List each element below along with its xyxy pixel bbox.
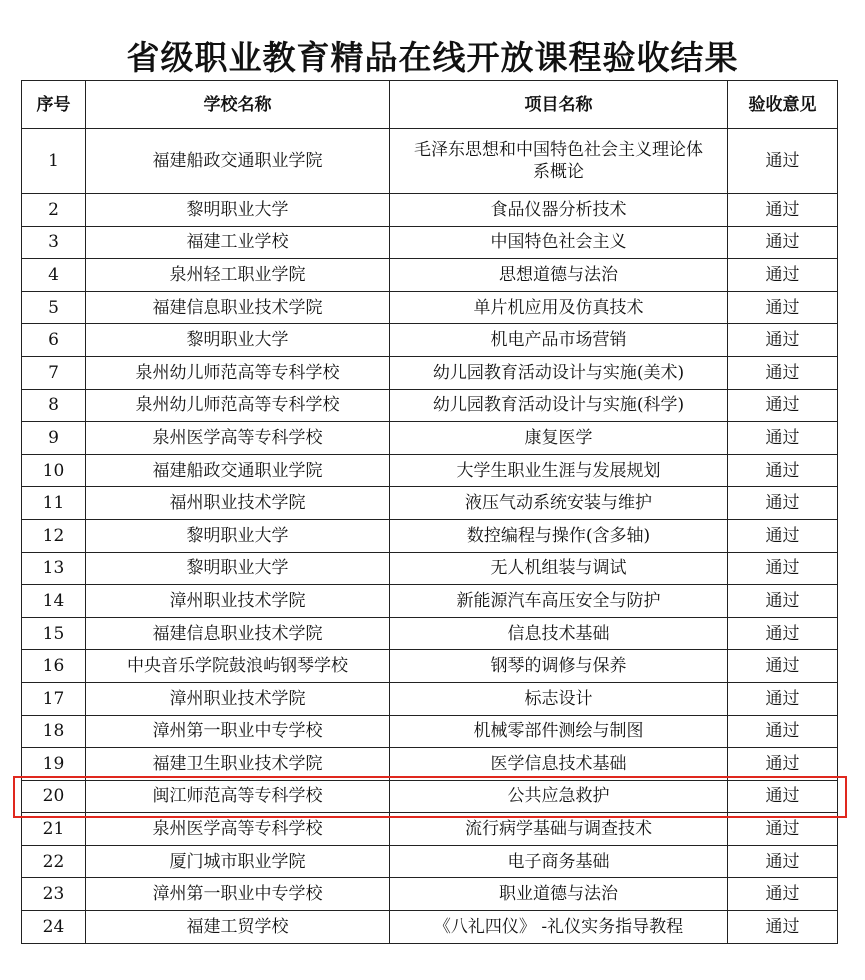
row-seq: 8 (22, 389, 86, 422)
table-row (22, 226, 838, 259)
row-project-text: 无人机组装与调试 (490, 558, 627, 579)
row-seq: 19 (22, 748, 86, 781)
row-school: 福州职业技术学院 (86, 487, 390, 520)
row-result: 通过 (728, 291, 838, 324)
row-result: 通过 (728, 454, 838, 487)
row-project-text: 电子商务基础 (507, 851, 610, 872)
row-seq: 2 (22, 194, 86, 227)
row-seq: 10 (22, 454, 86, 487)
row-school: 闽江师范高等专科学校 (86, 780, 390, 813)
row-project (390, 585, 728, 618)
row-school: 漳州职业技术学院 (86, 585, 390, 618)
row-project-text: 机电产品市场营销 (490, 330, 627, 351)
table-row (22, 748, 838, 781)
row-project (390, 487, 728, 520)
row-seq: 7 (22, 356, 86, 389)
row-project (390, 845, 728, 878)
row-school: 泉州幼儿师范高等专科学校 (86, 389, 390, 422)
row-project (390, 519, 728, 552)
row-result: 通过 (728, 356, 838, 389)
row-project-text: 公共应急救护 (507, 786, 610, 807)
row-school: 泉州医学高等专科学校 (86, 813, 390, 846)
row-project-text: 康复医学 (524, 427, 593, 448)
row-result: 通过 (728, 780, 838, 813)
table-row (22, 129, 838, 194)
table-row (22, 422, 838, 455)
row-project-text: 中国特色社会主义 (490, 232, 627, 253)
row-project (390, 748, 728, 781)
table-row (22, 650, 838, 683)
row-project (390, 129, 728, 194)
row-school: 泉州医学高等专科学校 (86, 422, 390, 455)
row-project (390, 715, 728, 748)
table-row (22, 356, 838, 389)
row-project-text: 数控编程与操作(含多轴) (466, 525, 651, 546)
table-row (22, 552, 838, 585)
table-row (22, 259, 838, 292)
row-result: 通过 (728, 878, 838, 911)
header-project: 项目名称 (390, 81, 728, 129)
row-seq: 4 (22, 259, 86, 292)
table-row (22, 585, 838, 618)
row-seq: 15 (22, 617, 86, 650)
page-title: 省级职业教育精品在线开放课程验收结果 (126, 38, 739, 77)
table-row (22, 878, 838, 911)
row-seq: 5 (22, 291, 86, 324)
row-result: 通过 (728, 617, 838, 650)
row-result: 通过 (728, 324, 838, 357)
table-row (22, 291, 838, 324)
table-row (22, 389, 838, 422)
row-seq: 20 (22, 780, 86, 813)
row-project-text: 钢琴的调修与保养 (490, 656, 627, 677)
table-row (22, 813, 838, 846)
table-row (22, 194, 838, 227)
row-seq: 24 (22, 911, 86, 944)
row-seq: 21 (22, 813, 86, 846)
row-school: 漳州第一职业中专学校 (86, 878, 390, 911)
row-result: 通过 (728, 748, 838, 781)
row-result: 通过 (728, 226, 838, 259)
row-seq: 6 (22, 324, 86, 357)
row-project (390, 259, 728, 292)
row-seq: 16 (22, 650, 86, 683)
row-project (390, 389, 728, 422)
table-body (22, 129, 838, 944)
row-project-text: 大学生职业生涯与发展规划 (456, 460, 661, 481)
table-row (22, 715, 838, 748)
table-row (22, 324, 838, 357)
row-result: 通过 (728, 487, 838, 520)
row-project-text: 职业道德与法治 (499, 884, 618, 905)
row-project-text: 流行病学基础与调查技术 (465, 819, 652, 840)
row-school: 福建工业学校 (86, 226, 390, 259)
row-school: 黎明职业大学 (86, 324, 390, 357)
row-school: 福建信息职业技术学院 (86, 291, 390, 324)
row-school: 泉州幼儿师范高等专科学校 (86, 356, 390, 389)
row-result: 通过 (728, 911, 838, 944)
header-row (22, 81, 838, 129)
row-project (390, 617, 728, 650)
table-row (22, 454, 838, 487)
header-school: 学校名称 (86, 81, 390, 129)
row-project (390, 682, 728, 715)
row-project (390, 911, 728, 944)
row-result: 通过 (728, 845, 838, 878)
row-school: 漳州第一职业中专学校 (86, 715, 390, 748)
row-project (390, 226, 728, 259)
row-project-text: 幼儿园教育活动设计与实施(美术) (432, 362, 685, 383)
row-project-text: 标志设计 (524, 688, 593, 709)
row-seq: 3 (22, 226, 86, 259)
row-school: 福建船政交通职业学院 (86, 129, 390, 194)
row-project-text: 医学信息技术基础 (490, 753, 627, 774)
row-school: 厦门城市职业学院 (86, 845, 390, 878)
row-school: 福建船政交通职业学院 (86, 454, 390, 487)
row-result: 通过 (728, 715, 838, 748)
row-school: 中央音乐学院鼓浪屿钢琴学校 (86, 650, 390, 683)
row-project-text: 幼儿园教育活动设计与实施(科学) (432, 395, 685, 416)
row-seq: 9 (22, 422, 86, 455)
row-school: 黎明职业大学 (86, 552, 390, 585)
row-seq: 23 (22, 878, 86, 911)
row-result: 通过 (728, 585, 838, 618)
row-seq: 13 (22, 552, 86, 585)
row-project-text: 信息技术基础 (507, 623, 610, 644)
row-result: 通过 (728, 552, 838, 585)
row-project-text: 《八礼四仪》 -礼仪实务指导教程 (433, 916, 684, 937)
row-project (390, 194, 728, 227)
row-project (390, 291, 728, 324)
row-project (390, 324, 728, 357)
row-project-text: 液压气动系统安装与维护 (465, 493, 652, 514)
row-seq: 11 (22, 487, 86, 520)
table-row (22, 617, 838, 650)
row-school: 黎明职业大学 (86, 519, 390, 552)
row-result: 通过 (728, 422, 838, 455)
row-school: 泉州轻工职业学院 (86, 259, 390, 292)
row-school: 漳州职业技术学院 (86, 682, 390, 715)
table-row (22, 845, 838, 878)
row-project (390, 650, 728, 683)
row-project (390, 454, 728, 487)
row-seq: 1 (22, 129, 86, 194)
row-project (390, 780, 728, 813)
row-school: 福建工贸学校 (86, 911, 390, 944)
row-seq: 18 (22, 715, 86, 748)
row-project (390, 813, 728, 846)
row-project-text: 食品仪器分析技术 (490, 199, 627, 220)
row-school: 黎明职业大学 (86, 194, 390, 227)
row-result: 通过 (728, 813, 838, 846)
row-project-text: 单片机应用及仿真技术 (473, 297, 644, 318)
row-result: 通过 (728, 519, 838, 552)
row-result: 通过 (728, 650, 838, 683)
row-result: 通过 (728, 259, 838, 292)
row-project (390, 356, 728, 389)
row-project (390, 552, 728, 585)
row-result: 通过 (728, 129, 838, 194)
header-seq: 序号 (22, 81, 86, 129)
row-school: 福建信息职业技术学院 (86, 617, 390, 650)
row-project (390, 422, 728, 455)
row-result: 通过 (728, 194, 838, 227)
row-project-text: 新能源汽车高压安全与防护 (456, 590, 661, 611)
table-row (22, 487, 838, 520)
header-result: 验收意见 (728, 81, 838, 129)
table-row (22, 780, 838, 813)
row-school: 福建卫生职业技术学院 (86, 748, 390, 781)
row-project-text: 机械零部件测绘与制图 (473, 721, 644, 742)
row-result: 通过 (728, 389, 838, 422)
row-result: 通过 (728, 682, 838, 715)
row-seq: 12 (22, 519, 86, 552)
table-row (22, 911, 838, 944)
row-project (390, 878, 728, 911)
row-project-text: 思想道德与法治 (499, 264, 618, 285)
table-row (22, 519, 838, 552)
results-table (21, 80, 838, 944)
table-row (22, 682, 838, 715)
row-seq: 17 (22, 682, 86, 715)
row-seq: 22 (22, 845, 86, 878)
row-project-text: 毛泽东思想和中国特色社会主义理论体系概论 (414, 140, 703, 182)
row-seq: 14 (22, 585, 86, 618)
